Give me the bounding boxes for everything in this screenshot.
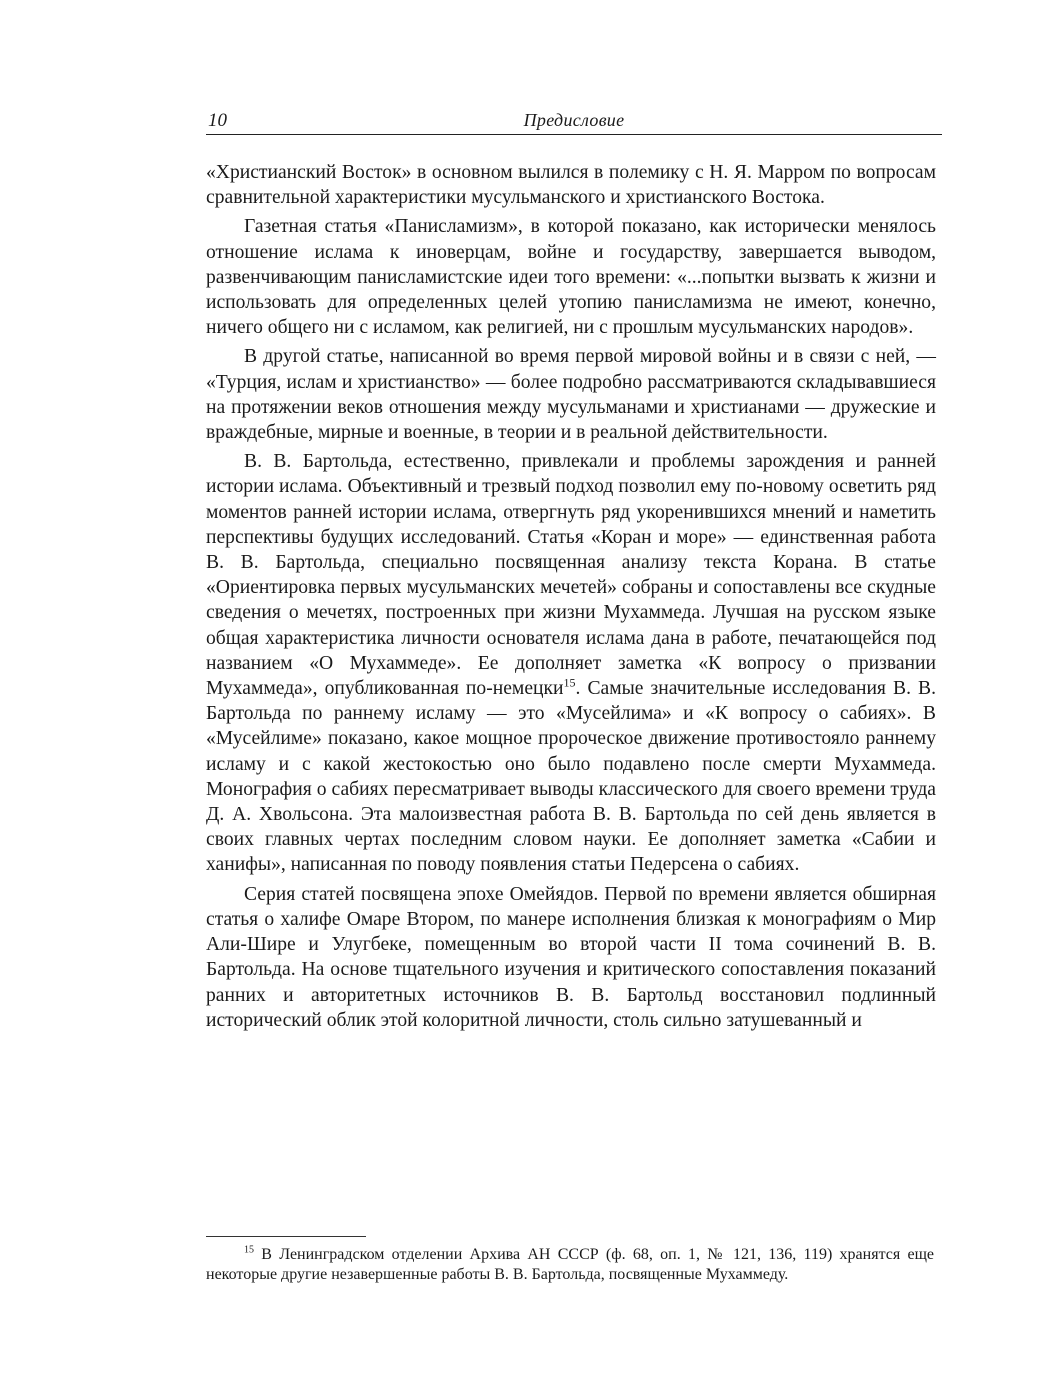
- paragraph-1: «Христианский Восток» в основном вылился в полемику с Н. Я. Марром по вопросам сравнительной характеристики мусульманского и христианского Востока.: [206, 162, 936, 209]
- paragraph-5: Серия статей посвящена эпохе Омейядов. Первой по времени является обширная статья о халифе Омаре Втором, по манере исполнения близкая к монографиям о Мир Али-Шире и Улугбеке, помещенным во второй части II тома сочинений В. В. Бартольда. На основе тщательного изучения и критического сопоставления показаний ранних и авторитетных источников В. В. Бартольд восстановил подлинный исторический облик этой колоритной личности, столь сильно затушеванный и: [206, 883, 936, 1031]
- body-text: [206, 160, 936, 1033]
- footnote-marker: 15: [244, 1244, 254, 1256]
- footnote-text: В Ленинградском отделении Архива АН СССР (ф. 68, оп. 1, № 121, 136, 119) хранятся еще некоторые другие незавершенные работы В. В. Бартольда, посвященные Мухаммеду.: [206, 1246, 935, 1284]
- paragraph-4-part-1: В. В. Бартольда, естественно, привлекали и проблемы зарождения и ранней истории ислама. Объективный и трезвый подход позволил ему по-новому осветить ряд моментов ранней истории ислама, отвергнуть ряд укоренившихся мнений и наметить перспективы будущих исследований. Статья «Коран и море» — единственная работа В. В. Бартольда, специально посвященная анализу текста Корана. В статье «Ориентировка первых мусульманских мечетей» собраны и сопоставлены все скудные сведения о мечетях, построенных при жизни Мухаммеда. Лучшая на русском языке общая характеристика личности основателя ислама дана в работе, печатающейся под названием «О Мухаммеде». Ее дополняет заметка «К вопросу о призвании Мухаммеда», опубликованная по-немецки: [206, 451, 936, 700]
- page-number: 10: [208, 110, 227, 131]
- footnote: [206, 1245, 934, 1286]
- paragraph-2: Газетная статья «Панисламизм», в которой показано, как исторически менялось отношение ислама к иноверцам, войне и государству, завершается выводом, развенчивающим панисламистские идеи того времени: «...попытки вызвать к жизни и использовать для определенных целей утопию панисламизма не имеют, конечно, ничего общего ни с исламом, как религией, ни с прошлым мусульманских народов».: [206, 216, 936, 339]
- paragraph-3: В другой статье, написанной во время первой мировой войны и в связи с ней, — «Турция, ислам и христианство» — более подробно рассматриваются складывавшиеся на протяжении веков отношения между мусульманами и христианами — дружеские и враждебные, мирные и военные, в теории и в реальной действительности.: [206, 346, 936, 444]
- paragraph-4: [206, 449, 936, 877]
- paragraph-4-part-2: . Самые значительные исследования В. В. Бартольда по раннему исламу — это «Мусейлима» и «К вопросу о сабиях». В «Мусейлиме» показано, какое мощное пророческое движение противостояло раннему исламу и с какой жестокостью оно было подавлено после смерти Мухаммеда. Монография о сабиях пересматривает выводы классического для своего времени труда Д. А. Хвольсона. Эта малоизвестная работа В. В. Бартольда по сей день является в своих главных чертах последним словом науки. Ее дополняет заметка «Сабии и ханифы», написанная по поводу появления статьи Педерсена о сабиях.: [206, 678, 936, 876]
- page-header: [206, 108, 942, 135]
- footnote-reference-15[interactable]: 15: [563, 675, 576, 690]
- running-title: Предисловие: [523, 110, 625, 130]
- footnote-divider: [206, 1236, 366, 1237]
